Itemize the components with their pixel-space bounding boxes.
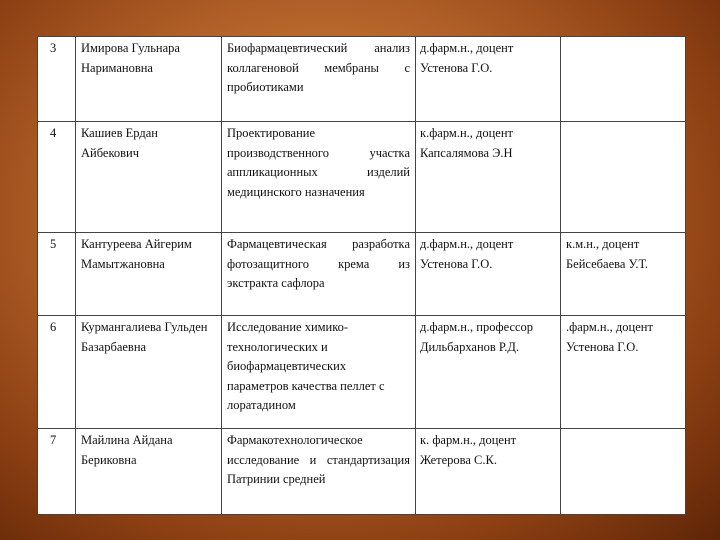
consultant: .фарм.н., доцент Устенова Г.О. — [561, 316, 686, 429]
student-name: Кашиев Ердан Айбекович — [76, 122, 222, 233]
thesis-topic: Фармакотехнологическое исследование и стандартизация Патринии средней — [222, 429, 416, 515]
table-row — [38, 429, 686, 515]
student-name: Кантуреева Айгерим Мамытжановна — [76, 233, 222, 316]
consultant — [561, 429, 686, 515]
consultant: к.м.н., доцент Бейсебаева У.Т. — [561, 233, 686, 316]
thesis-topic: Биофармацевтический анализ коллагеновой мембраны с пробиотиками — [222, 37, 416, 122]
student-name: Курмангалиева Гульден Базарбаевна — [76, 316, 222, 429]
supervisor: д.фарм.н., доцент Устенова Г.О. — [416, 37, 561, 122]
supervisor: к. фарм.н., доцент Жетерова С.К. — [416, 429, 561, 515]
supervisor: к.фарм.н., доцент Капсалямова Э.Н — [416, 122, 561, 233]
thesis-topic: Фармацевтическая разработка фотозащитного крема из экстракта сафлора — [222, 233, 416, 316]
table-row — [38, 316, 686, 429]
consultant — [561, 122, 686, 233]
row-number: 3 — [38, 37, 76, 122]
table-row — [38, 122, 686, 233]
row-number: 6 — [38, 316, 76, 429]
supervisor: д.фарм.н., профессор Дильбарханов Р.Д. — [416, 316, 561, 429]
consultant — [561, 37, 686, 122]
row-number: 7 — [38, 429, 76, 515]
thesis-topic: Исследование химико-технологических и биофармацевтических параметров качества пеллет с лоратадином — [222, 316, 416, 429]
table-row — [38, 233, 686, 316]
student-name: Майлина Айдана Бериковна — [76, 429, 222, 515]
table-row — [38, 37, 686, 122]
thesis-topic: Проектирование производственного участка аппликационных изделий медицинского назначения — [222, 122, 416, 233]
student-name: Имирова Гульнара Наримановна — [76, 37, 222, 122]
row-number: 5 — [38, 233, 76, 316]
supervisor: д.фарм.н., доцент Устенова Г.О. — [416, 233, 561, 316]
thesis-table — [37, 36, 686, 515]
row-number: 4 — [38, 122, 76, 233]
